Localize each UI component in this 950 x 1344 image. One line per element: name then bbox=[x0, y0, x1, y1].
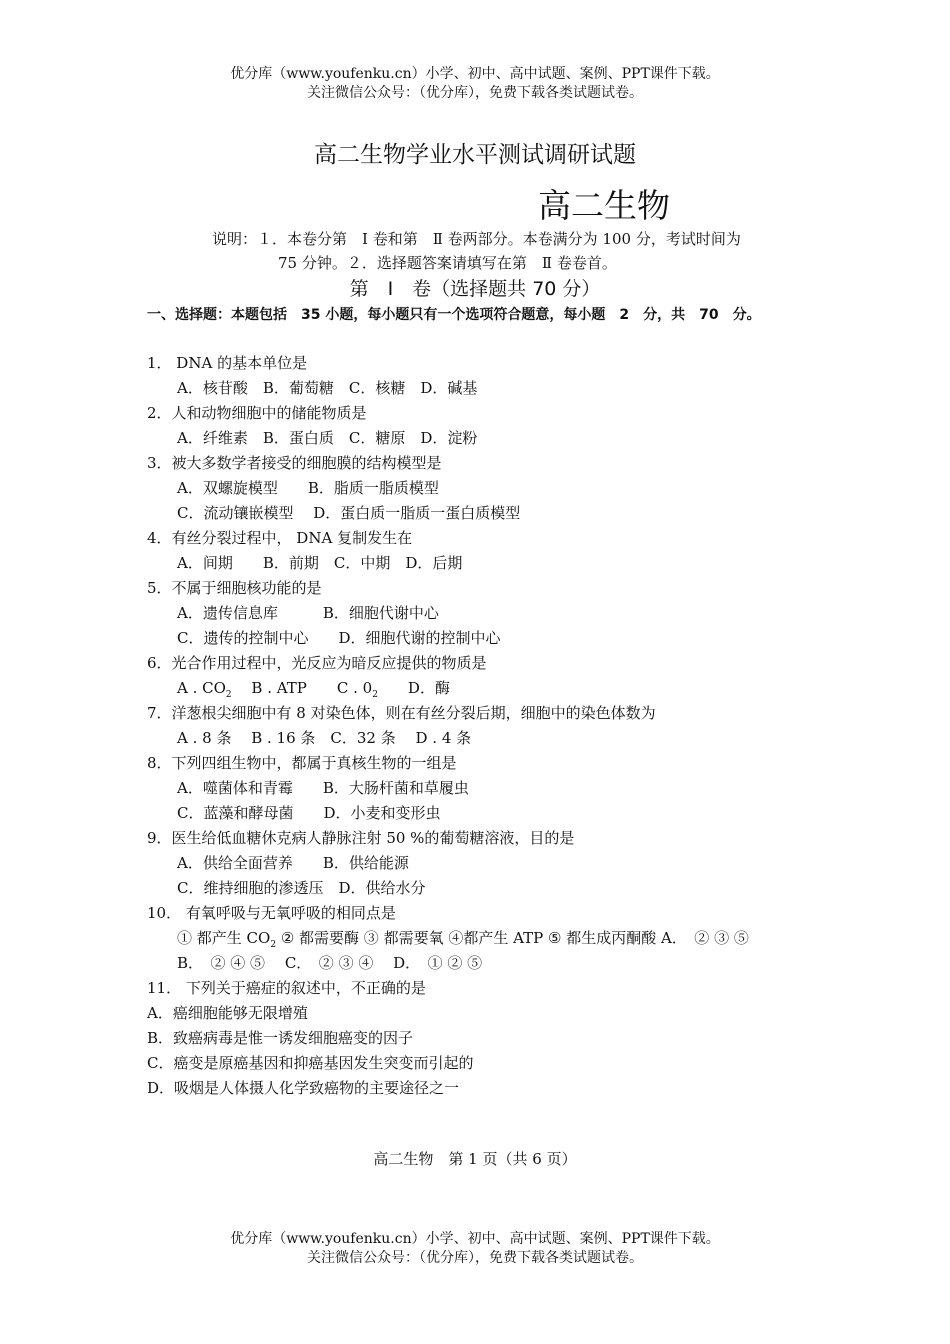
question-11-option-c: C．癌变是原癌基因和抑癌基因发生突变而引起的 bbox=[147, 1054, 474, 1072]
question-10: 10． 有氧呼吸与无氧呼吸的相同点是 bbox=[147, 904, 396, 922]
option-a-text: A . CO bbox=[177, 679, 226, 697]
page-footer: 高二生物 第 1 页（共 6 页） bbox=[373, 1150, 577, 1168]
question-1: 1． DNA 的基本单位是 bbox=[147, 354, 308, 372]
question-10-options: B． ② ④ ⑤ C． ② ③ ④ D． ① ② ⑤ bbox=[177, 954, 483, 972]
question-9-options-ab: A．供给全面营养 B．供给能源 bbox=[177, 854, 409, 872]
question-8-options-cd: C．蓝藻和酵母菌 D．小麦和变形虫 bbox=[177, 804, 441, 822]
subscript: 2 bbox=[270, 940, 277, 950]
instructions-line-1: 说明：１．本卷分第 Ⅰ 卷和第 Ⅱ 卷两部分。本卷满分为 100 分，考试时间为 bbox=[212, 230, 741, 248]
volume-heading: 第 Ⅰ 卷（选择题共 70 分） bbox=[349, 278, 601, 300]
instructions-line-2: 75 分钟。２．选择题答案请填写在第 Ⅱ 卷卷首。 bbox=[278, 254, 617, 272]
question-8-options-ab: A．噬菌体和青霉 B．大肠杆菌和草履虫 bbox=[177, 779, 469, 797]
question-3-options-cd: C．流动镶嵌模型 D．蛋白质一脂质一蛋白质模型 bbox=[177, 504, 521, 522]
statement-text-rest: ② 都需要酶 ③ 都需要氧 ④都产生 ATP ⑤ 都生成丙酮酸 A． ② ③ ⑤ bbox=[276, 929, 749, 947]
subject-title: 高二生物 bbox=[538, 186, 670, 225]
statement-text: ① 都产生 CO bbox=[177, 929, 271, 947]
question-3: 3．被大多数学者接受的细胞膜的结构模型是 bbox=[147, 454, 442, 472]
question-6: 6．光合作用过程中，光反应为暗反应提供的物质是 bbox=[147, 654, 487, 672]
bottom-line-1: 优分库（www.youfenku.cn）小学、初中、高中试题、案例、PPT课件下载。 bbox=[230, 1231, 720, 1247]
header-line-1: 优分库（www.youfenku.cn）小学、初中、高中试题、案例、PPT课件下载。 bbox=[230, 66, 720, 82]
question-2-options: A．纤维素 B．蛋白质 C．糖原 D．淀粉 bbox=[177, 429, 478, 447]
question-11-option-a: A．癌细胞能够无限增殖 bbox=[147, 1004, 308, 1022]
question-5: 5．不属于细胞核功能的是 bbox=[147, 579, 322, 597]
section-heading: 一、选择题：本题包括 35 小题，每小题只有一个选项符合题意，每小题 2 分，共 70 分。 bbox=[147, 307, 761, 323]
bottom-line-2: 关注微信公众号：（优分库），免费下载各类试题试卷。 bbox=[307, 1250, 643, 1266]
question-4-options: A．间期 B．前期 C．中期 D．后期 bbox=[177, 554, 463, 572]
question-9: 9．医生给低血糖休克病人静脉注射 50 %的葡萄糖溶液，目的是 bbox=[147, 829, 575, 847]
question-5-options-cd: C．遗传的控制中心 D．细胞代谢的控制中心 bbox=[177, 629, 501, 647]
question-11-option-d: D．吸烟是人体摄人化学致癌物的主要途径之一 bbox=[147, 1079, 460, 1097]
question-8: 8．下列四组生物中，都属于真核生物的一组是 bbox=[147, 754, 457, 772]
question-9-options-cd: C．维持细胞的渗透压 D．供给水分 bbox=[177, 879, 426, 897]
question-4: 4．有丝分裂过程中， DNA 复制发生在 bbox=[147, 529, 413, 547]
subscript: 2 bbox=[372, 690, 378, 700]
question-11: 11． 下列关于癌症的叙述中，不正确的是 bbox=[147, 979, 426, 997]
question-10-statements bbox=[177, 927, 749, 950]
question-5-options-ab: A．遗传信息库 B．细胞代谢中心 bbox=[177, 604, 439, 622]
header-line-2: 关注微信公众号：（优分库），免费下载各类试题试卷。 bbox=[307, 85, 643, 101]
option-bc-text: B . ATP C . 0 bbox=[231, 679, 373, 697]
option-d-text: D．酶 bbox=[377, 679, 450, 697]
question-1-options: A．核苷酸 B．葡萄糖 C．核糖 D．碱基 bbox=[177, 379, 478, 397]
question-3-options-ab: A．双螺旋模型 B．脂质一脂质模型 bbox=[177, 479, 439, 497]
question-6-options bbox=[177, 677, 450, 700]
exam-title: 高二生物学业水平测试调研试题 bbox=[314, 142, 636, 168]
question-7: 7．洋葱根尖细胞中有 8 对染色体，则在有丝分裂后期，细胞中的染色体数为 bbox=[147, 704, 656, 722]
subscript: 2 bbox=[225, 690, 232, 700]
question-2: 2．人和动物细胞中的储能物质是 bbox=[147, 404, 367, 422]
question-11-option-b: B．致癌病毒是惟一诱发细胞癌变的因子 bbox=[147, 1029, 414, 1047]
question-7-options: A . 8 条 B . 16 条 C．32 条 D . 4 条 bbox=[177, 729, 472, 747]
